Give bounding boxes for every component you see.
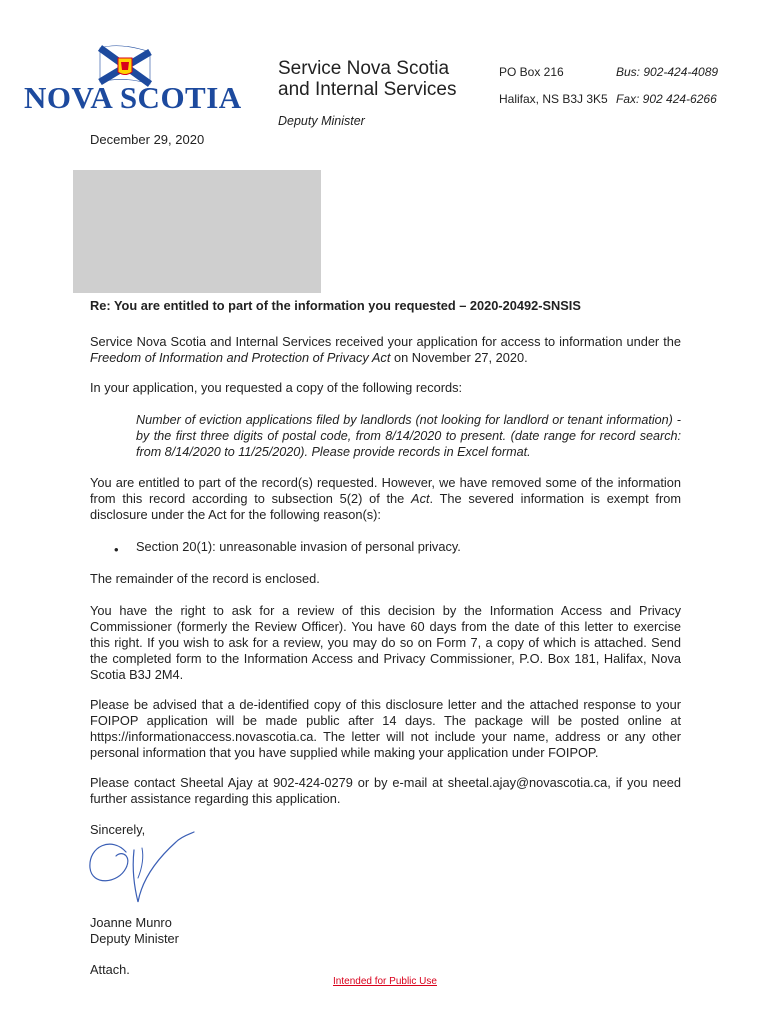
phone-number: Bus: 902-424-4089	[616, 65, 719, 79]
paragraph-severed	[90, 475, 681, 523]
bullet-icon: •	[114, 542, 119, 557]
redacted-address-block	[73, 170, 321, 293]
paragraph-review-rights: You have the right to ask for a review of this decision by the Information Access and Privacy Commissioner (formerly the Review Officer). You have 60 days from the date of this letter to exercise this right. If you wish to ask for a review, you may do so on Form 7, a copy of which is attached. Send the completed form to the Information Access and Privacy Commissioner, P.O. Box 181, Halifax, Nova Scotia B3J 2M4.	[90, 603, 681, 682]
office-title: Deputy Minister	[278, 114, 365, 128]
signer-name: Joanne Munro	[90, 915, 172, 930]
request-quote: Number of eviction applications filed by landlords (not looking for landlord or tenant information) - by the first three digits of postal code, from 8/14/2020 to present. (date range for record search: from 8/14/2020 to 11/25/2020). Please provide records in Excel format.	[136, 413, 681, 459]
p1-text-b: on November 27, 2020.	[390, 350, 528, 365]
po-box: PO Box 216	[499, 65, 564, 79]
paragraph-request-intro: In your application, you requested a copy of the following records:	[90, 380, 463, 395]
fax-number: Fax: 902 424-6266	[616, 92, 717, 106]
paragraph-contact: Please contact Sheetal Ajay at 902-424-0279 or by e-mail at sheetal.ajay@novascotia.ca, if you need further assistance regarding this application.	[90, 775, 681, 806]
signature-icon	[82, 828, 200, 910]
paragraph-application	[90, 334, 681, 366]
flag-icon	[100, 46, 150, 84]
p1-text-a: Service Nova Scotia and Internal Services received your application for access to information under the	[90, 334, 681, 349]
closing: Sincerely,	[90, 822, 146, 837]
letter-subject: Re: You are entitled to part of the information you requested – 2020-20492-SNSIS	[90, 298, 581, 313]
act-reference: Act	[411, 491, 430, 506]
department-name	[278, 58, 457, 100]
attachment-note: Attach.	[90, 962, 130, 977]
department-line-1: Service Nova Scotia	[278, 58, 450, 79]
p3-text-b: . The severed information is exempt from disclosure under the Act for the following reason(s):	[90, 491, 681, 522]
letter-date: December 29, 2020	[90, 132, 205, 147]
p3-text-a: You are entitled to part of the record(s) requested. However, we have removed some of the information from this record according to subsection 5(2) of the	[90, 475, 681, 506]
paragraph-public-disclosure: Please be advised that a de-identified copy of this disclosure letter and the attached response to your FOIPOP application will be made public after 14 days. The package will be posted online at https://informationaccess.novascotia.ca. The letter will not include your name, address or any other personal information that you have supplied while making your application under FOIPOP.	[90, 697, 681, 760]
act-name: Freedom of Information and Protection of Privacy Act	[90, 350, 391, 365]
city-address: Halifax, NS B3J 3K5	[499, 92, 608, 106]
paragraph-enclosed: The remainder of the record is enclosed.	[90, 571, 320, 586]
department-line-2: and Internal Services	[278, 79, 457, 100]
logo-wordmark: NOVA SCOTIA	[24, 80, 242, 115]
reason-item: Section 20(1): unreasonable invasion of personal privacy.	[136, 539, 461, 554]
public-use-label: Intended for Public Use	[333, 976, 437, 987]
signer-title: Deputy Minister	[90, 931, 179, 946]
